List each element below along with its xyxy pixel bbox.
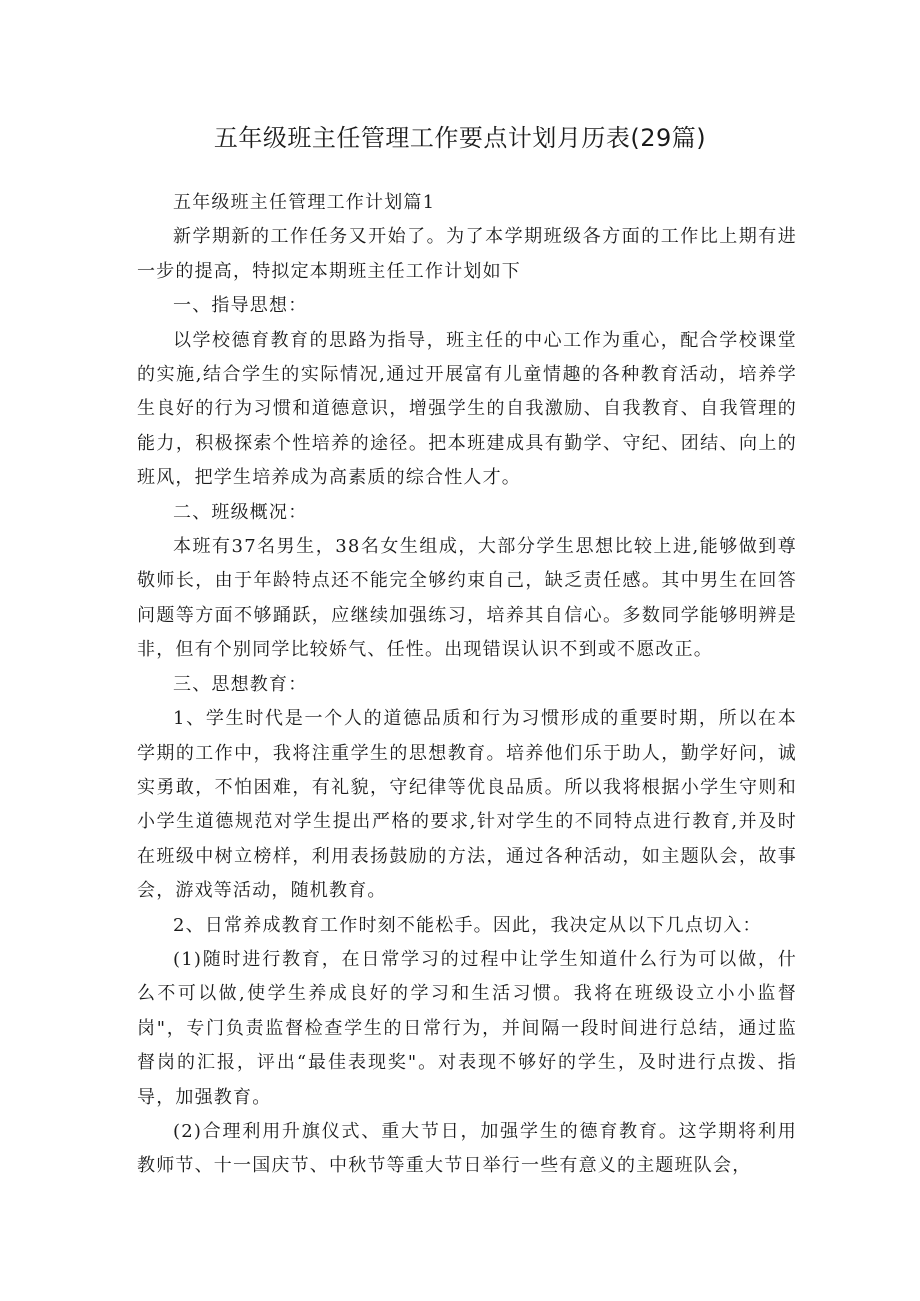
paragraph-moral-education-1: 1、学生时代是一个人的道德品质和行为习惯形成的重要时期，所以在本学期的工作中，我将注重学生的思想教育。培养他们乐于助人，勤学好问，诚实勇敢，不怕困难，有礼貌，守纪律等优良品质。所以我将根据小学生守则和小学生道德规范对学生提出严格的要求,针对学生的不同特点进行教育,并及时在班级中树立榜样，利用表扬鼓励的方法，通过各种活动，如主题队会，故事会，游戏等活动，随机教育。	[137, 708, 797, 902]
paragraph-moral-education-2: 2、日常养成教育工作时刻不能松手。因此，我决定从以下几点切入：	[173, 914, 762, 936]
paragraph-class-overview: 本班有37名男生，38名女生组成，大部分学生思想比较上进,能够做到尊敬师长，由于年龄特点还不能完全够约束自己，缺乏责任感。其中男生在回答问题等方面不够踊跃，应继续加强练习，培养其自信心。多数同学能够明辨是非，但有个别同学比较娇气、任性。出现错误认识不到或不愿改正。	[137, 536, 797, 661]
heading-moral-education: 三、思想教育：	[173, 673, 308, 695]
intro-paragraph: 新学期新的工作任务又开始了。为了本学期班级各方面的工作比上期有进一步的提高，特拟定本期班主任工作计划如下	[137, 226, 797, 282]
paragraph-item-1: (1)随时进行教育，在日常学习的过程中让学生知道什么行为可以做，什么不可以做,使学生养成良好的学习和生活习惯。我将在班级设立小小监督岗"，专门负责监督检查学生的日常行为，并间隔一段时间进行总结，通过监督岗的汇报，评出“最佳表现奖"。对表现不够好的学生，及时进行点拨、指导，加强教育。	[137, 948, 797, 1108]
paragraph-item-2: (2)合理利用升旗仪式、重大节日，加强学生的德育教育。这学期将利用教师节、十一国庆节、中秋节等重大节日举行一些有意义的主题班队会，	[137, 1120, 797, 1177]
paragraph-guiding-ideology: 以学校德育教育的思路为指导，班主任的中心工作为重心，配合学校课堂的实施,结合学生的实际情况,通过开展富有儿童情趣的各种教育活动，培养学生良好的行为习惯和道德意识，增强学生的自我激励、自我教育、自我管理的能力，积极探索个性培养的途径。把本班建成具有勤学、守纪、团结、向上的班风，把学生培养成为高素质的综合性人才。	[137, 329, 797, 489]
heading-class-overview: 二、班级概况：	[173, 501, 308, 523]
document-body	[137, 186, 797, 1184]
document-title: 五年级班主任管理工作要点计划月历表(29篇)	[213, 124, 707, 152]
heading-guiding-ideology: 一、指导思想：	[173, 295, 308, 317]
section-heading-piece-1: 五年级班主任管理工作计划篇1	[173, 192, 436, 213]
